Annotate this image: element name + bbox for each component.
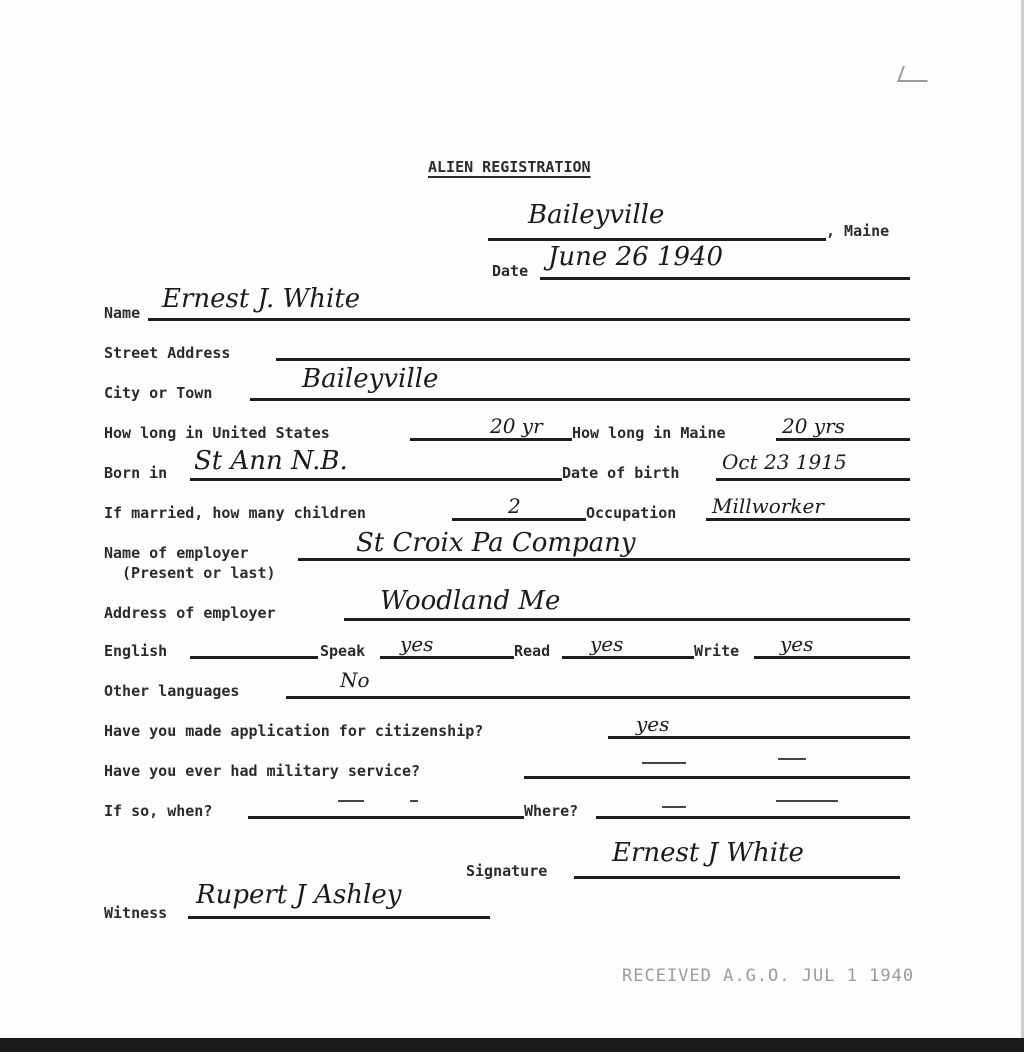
other-languages-label: Other languages [104,682,240,700]
read-value[interactable]: yes [590,632,624,656]
military-dash [778,758,806,760]
city-value[interactable]: Baileyville [302,364,439,394]
english-line [190,656,318,659]
write-line [754,656,910,659]
citizenship-value[interactable]: yes [636,712,670,736]
military-line [524,776,910,779]
signature-value[interactable]: Ernest J White [612,838,804,868]
read-line [562,656,694,659]
born-label: Born in [104,464,168,482]
how-long-maine-label: How long in Maine [572,424,726,442]
received-stamp: RECEIVED A.G.O. JUL 1 1940 [622,966,915,986]
where-line [596,816,910,819]
where-dash [662,806,686,808]
place-suffix: , Maine [826,222,890,240]
check-mark [897,66,933,82]
dob-label: Date of birth [562,464,680,482]
employer-address-value[interactable]: Woodland Me [380,586,561,616]
place-value[interactable]: Baileyville [528,200,665,230]
page-bottom-border [0,1038,1024,1052]
write-value[interactable]: yes [780,632,814,656]
date-label: Date [492,262,529,280]
ifso-line [248,816,524,819]
where-label: Where? [524,802,579,820]
employer-address-line [344,618,910,621]
how-long-us-line [410,438,572,441]
born-line [190,478,562,481]
how-long-maine-value[interactable]: 20 yrs [782,414,845,438]
children-label: If married, how many children [104,504,366,522]
occupation-line [706,518,910,521]
military-label: Have you ever had military service? [104,762,421,780]
occupation-value[interactable]: Millworker [712,494,824,518]
witness-value[interactable]: Rupert J Ashley [196,880,402,910]
how-long-us-value[interactable]: 20 yr [490,414,543,438]
city-label: City or Town [104,384,213,402]
children-line [452,518,586,521]
employer-value[interactable]: St Croix Pa Company [356,528,636,558]
street-line [276,358,910,361]
witness-label: Witness [104,904,168,922]
how-long-maine-line [776,438,910,441]
name-value[interactable]: Ernest J. White [162,284,361,314]
read-label: Read [514,642,551,660]
english-label: English [104,642,168,660]
form-title: ALIEN REGISTRATION [428,158,591,176]
other-languages-value[interactable]: No [340,668,370,692]
dob-line [716,478,910,481]
city-line [250,398,910,401]
employer-address-label: Address of employer [104,604,276,622]
occupation-label: Occupation [586,504,677,522]
employer-line [298,558,910,561]
citizenship-label: Have you made application for citizenship? [104,722,484,740]
place-line [488,238,826,241]
dob-value[interactable]: Oct 23 1915 [722,450,847,474]
witness-line [188,916,490,919]
name-line [148,318,910,321]
ifso-dash [410,800,418,802]
date-line [540,277,910,280]
born-value[interactable]: St Ann N.B. [194,446,348,476]
write-label: Write [694,642,740,660]
speak-value[interactable]: yes [400,632,434,656]
other-languages-line [286,696,910,699]
signature-line [574,876,900,879]
speak-label: Speak [320,642,366,660]
military-dash [642,762,686,764]
name-label: Name [104,304,141,322]
ifso-label: If so, when? [104,802,213,820]
signature-label: Signature [466,862,548,880]
date-value[interactable]: June 26 1940 [548,242,724,272]
street-label: Street Address [104,344,231,362]
employer-sub-label: (Present or last) [122,564,276,582]
citizenship-line [608,736,910,739]
employer-label: Name of employer [104,544,249,562]
speak-line [380,656,514,659]
where-dash [776,800,838,802]
ifso-dash [338,800,364,802]
how-long-us-label: How long in United States [104,424,330,442]
children-value[interactable]: 2 [508,494,521,518]
